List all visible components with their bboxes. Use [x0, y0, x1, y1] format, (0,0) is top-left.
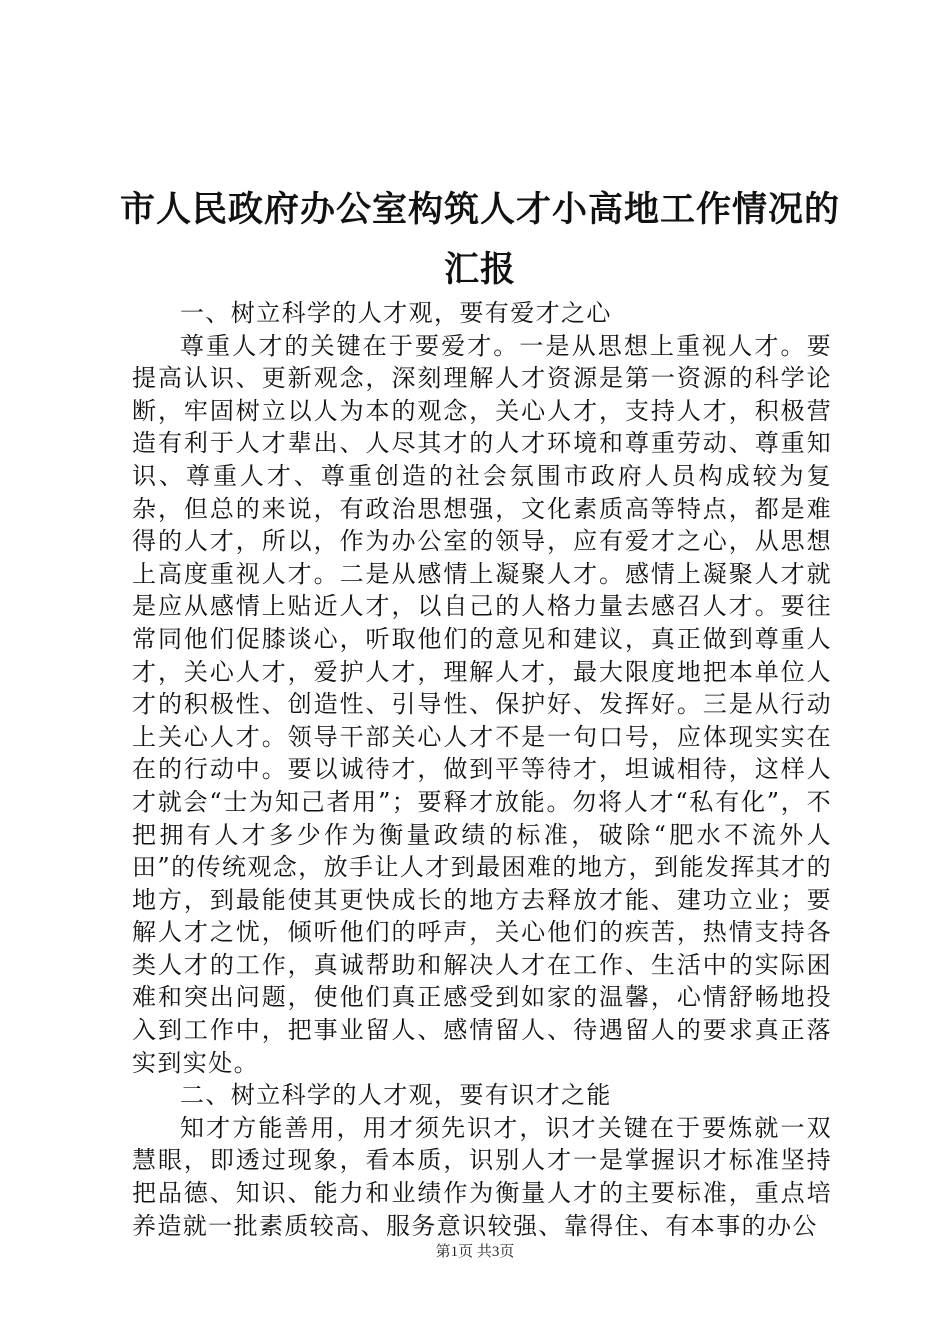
section-heading-1: 一、树立科学的人才观，要有爱才之心 [180, 299, 612, 327]
body-paragraph-2: 知才方能善用，用才须先识才，识才关键在于要炼就一双慧眼，即透过现象，看本质，识别人才一是掌握识才标准坚持把品德、知识、能力和业绩作为衡量人才的主要标准，重点培养造就一批素质较高、服务意识较强、靠得住、有本事的办公 [132, 1113, 832, 1240]
body-paragraph-1: 尊重人才的关键在于要爱才。一是从思想上重视人才。要提高认识、更新观念，深刻理解人才资源是第一资源的科学论断，牢固树立以人为本的观念，关心人才，支持人才，积极营造有利于人才辈出、人尽其才的人才环境和尊重劳动、尊重知识、尊重人才、尊重创造的社会氛围市政府人员构成较为复杂，但总的来说，有政治思想强，文化素质高等特点，都是难得的人才，所以，作为办公室的领导，应有爱才之心，从思想上高度重视人才。二是从感情上凝聚人才。感情上凝聚人才就是应从感情上贴近人才，以自己的人格力量去感召人才。要往常同他们促膝谈心，听取他们的意见和建议，真正做到尊重人才，关心人才，爱护人才，理解人才，最大限度地把本单位人才的积极性、创造性、引导性、保护好、发挥好。三是从行动上关心人才。领导干部关心人才不是一句口号，应体现实实在在的行动中。要以诚待才，做到平等待才，坦诚相待，这样人才就会“士为知己者用”；要释才放能。勿将人才“私有化”，不把拥有人才多少作为衡量政绩的标准，破除“肥水不流外人田”的传统观念，放手让人才到最困难的地方，到能发挥其才的地方，到最能使其更快成长的地方去释放才能、建功立业；要解人才之忧，倾听他们的呼声，关心他们的疾苦，热情支持各类人才的工作，真诚帮助和解决人才在工作、生活中的实际困难和突出问题，使他们真正感受到如家的温馨，心情舒畅地投入到工作中，把事业留人、感情留人、待遇留人的要求真正落实到实处。 [132, 331, 832, 1077]
section-heading-2: 二、树立科学的人才观，要有识才之能 [180, 1081, 612, 1110]
document-body [132, 297, 832, 1242]
document-title: 市人民政府办公室构筑人才小高地工作情况的汇报 [120, 189, 841, 290]
page-number-footer: 第1页 共3页 [435, 1244, 515, 1260]
